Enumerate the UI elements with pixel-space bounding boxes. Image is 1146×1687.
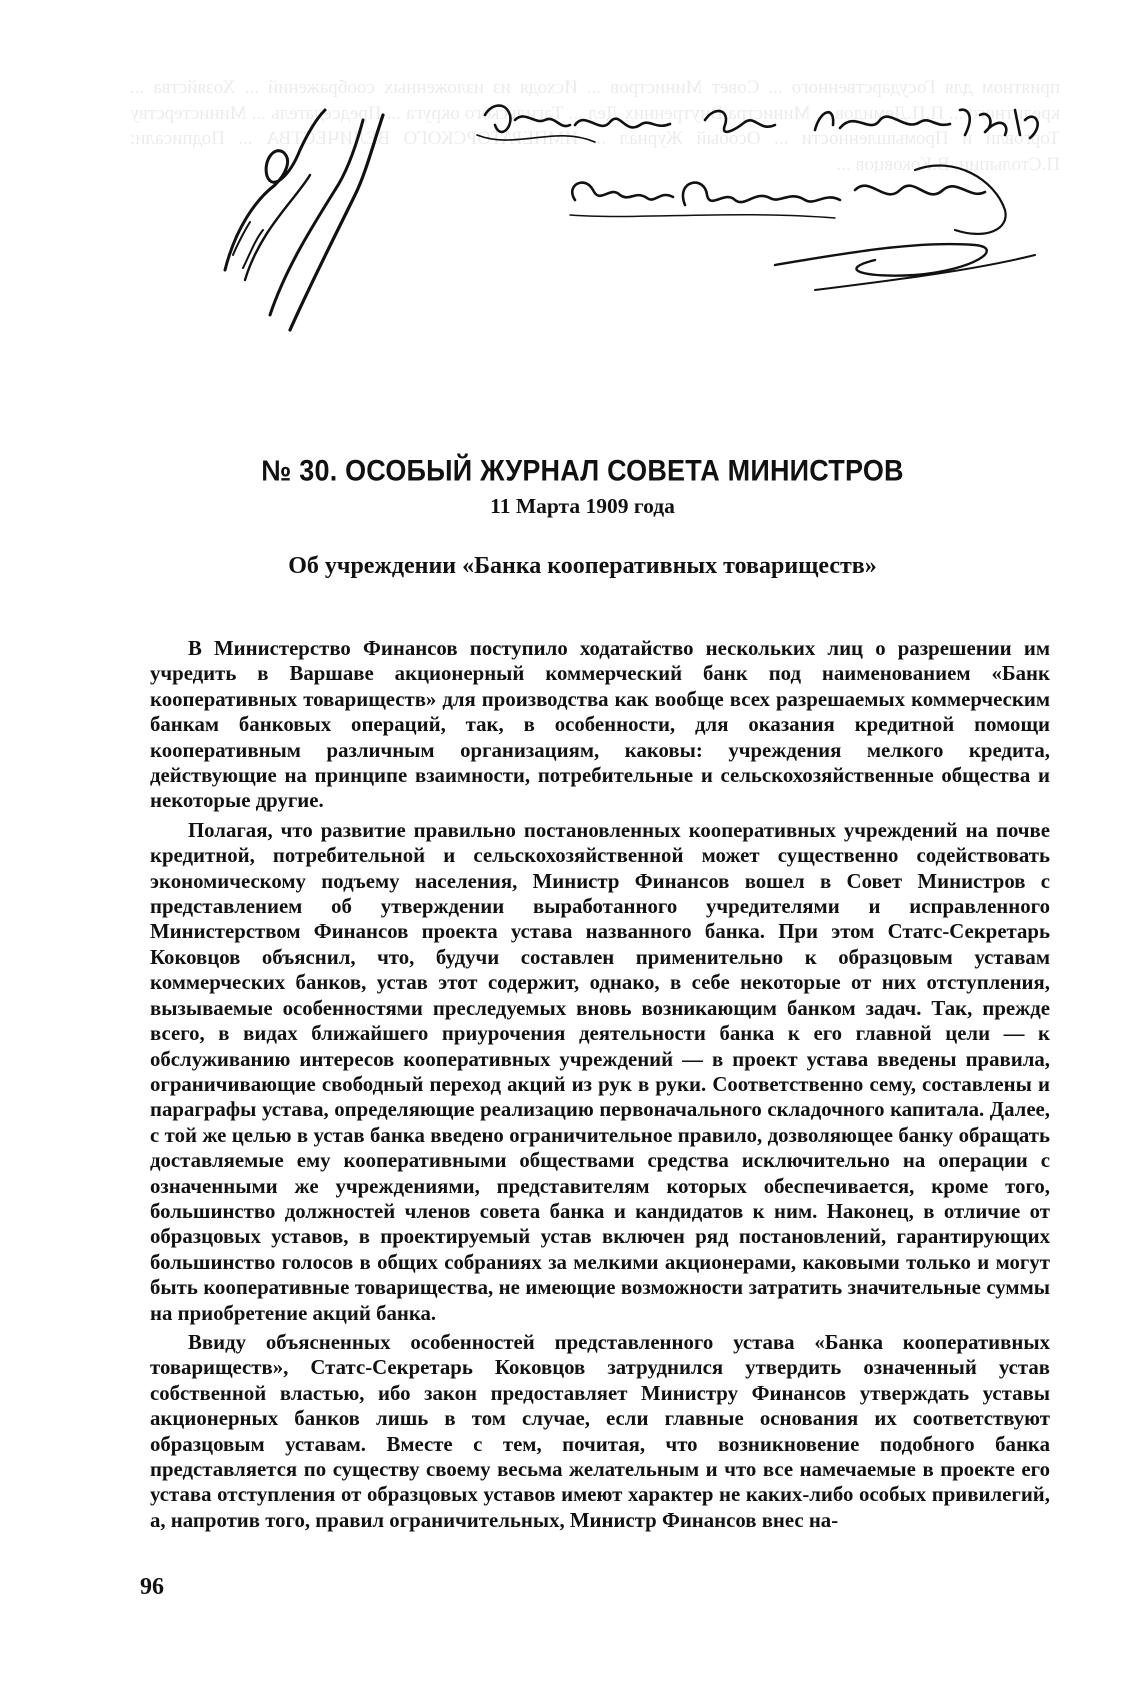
body-paragraph: Полагая, что развитие правильно постановленных кооперативных учреждений на почве кредитной, потребительной и сельскохозяйственной может существенно содействовать экономическому подъему населения, Министр Финансов вошел в Совет Министров с представлением об утверждении выработанного учредителями и исправленного Министерством Финансов проекта устава названного банка. При этом Статс-Секретарь Коковцов объяснил, что, будучи составлен применительно к образцовым уставам коммерческих банков, устав этот содержит, однако, в себе некоторые от них отступления, вызываемые особенностями преследуемых вновь возникающим банком задач. Так, прежде всего, в видах ближайшего приурочения деятельности банка к его главной цели — к обслуживанию интересов кооперативных учреждений — в проект устава введены правила, ограничивающие свободный переход акций из рук в руки. Соответственно сему, составлены и параграфы устава, определяющие реализацию первоначального складочного капитала. Далее, с той же целью в устав банка введено ограничительное правило, дозволяющее банку обращать доставляемые ему кооперативными обществами средства исключительно на операции с означенными же учреждениями, представителям которых обеспечивается, кроме того, большинство должностей членов совета банка и кандидатов к ним. Наконец, в отличие от образцовых уставов, в проектируемый устав включен ряд постановлений, гарантирующих большинство голосов в общих собраниях за мелкими акционерами, каковыми только и могут быть кооперативные товарищества, не имеющие возможности затратить значительные суммы на приобретение акций банка. <box>150 818 1050 1325</box>
bleed-through-text: приятном для Государственного ... Совет Министров ... Исходя из изложенных соображений ... Хозяйства ... кредитного ... П.П.Демидов ... Министра Внутренних Дел ... Тагильского округа ... Председатель ... Министерству Торговли и Промышленности ... Особый Журнал ... ИМПЕРАТОРСКОГО ВЕЛИЧЕСТВА ... Подписали: П.Столыпин, В.Коковцов ... <box>130 77 1060 175</box>
page-number: 96 <box>140 1574 164 1600</box>
body-paragraph: Ввиду объясненных особенностей представленного устава «Банка кооперативных товариществ», Статс-Секретарь Коковцов затруднился утвердить означенный устав собственной властью, ибо закон предоставляет Министру Финансов утверждать уставы акционерных банков лишь в том случае, если главные основания их соответствуют образцовым уставам. Вместе с тем, почитая, что возникновение подобного банка представляется по существу своему весьма желательным и что все намечаемые в проекте его устава отступления от образцовых уставов имеют характер не каких-либо особых привилегий, а, напротив того, правил ограничительных, Министр Финансов внес на- <box>150 1330 1050 1532</box>
signature-icon <box>215 80 1055 340</box>
handwritten-resolution <box>215 80 1055 340</box>
document-date: 11 Марта 1909 года <box>490 494 675 518</box>
document-body <box>150 636 1050 1537</box>
document-title: № 30. ОСОБЫЙ ЖУРНАЛ СОВЕТА МИНИСТРОВ <box>261 454 904 488</box>
document-subject: Об учреждении «Банка кооперативных товариществ» <box>288 553 877 579</box>
body-paragraph: В Министерство Финансов поступило ходатайство нескольких лиц о разрешении им учредить в Варшаве акционерный коммерческий банк под наименованием «Банк кооперативных товариществ» для производства как вообще всех разрешаемых коммерческим банкам банковых операций, так, в особенности, для оказания кредитной помощи кооперативным различным организациям, каковы: учреждения мелкого кредита, действующие на принципе взаимности, потребительные и сельскохозяйственные общества и некоторые другие. <box>150 637 1050 813</box>
